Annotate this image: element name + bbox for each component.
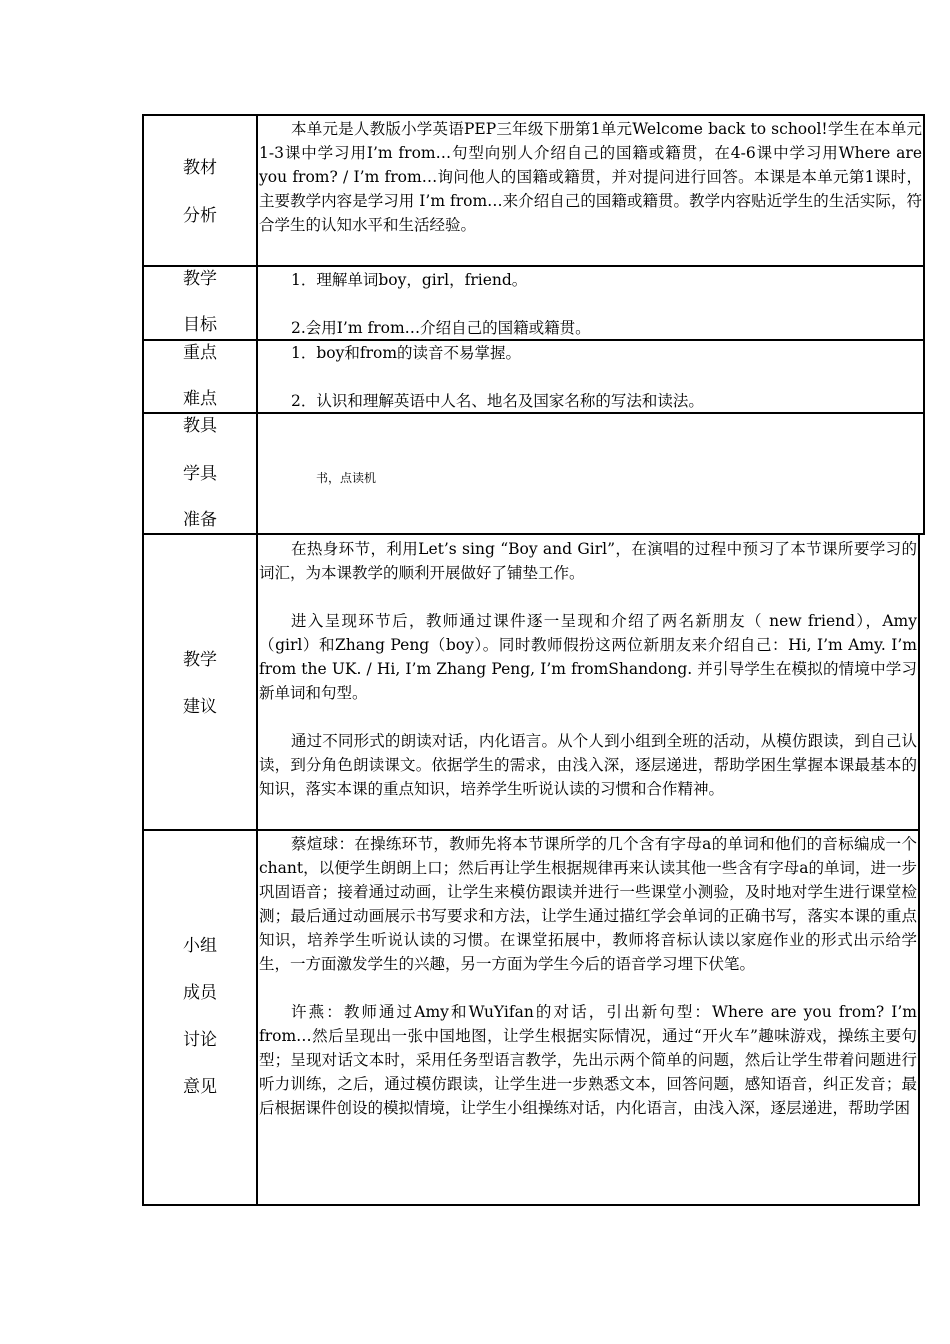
label-keypoints	[144, 341, 256, 412]
suggestion-paragraph-1: 在热身环节，利用Let’s sing “Boy and Girl”，在演唱的过程中预习了本节课所要学习的词汇，为本课教学的顺利开展做好了铺垫工作。	[259, 540, 917, 582]
label-goals-line2: 目标	[183, 315, 217, 335]
label-keypoints-line1: 重点	[183, 343, 217, 363]
suggestion-paragraph-2: 进入呈现环节后，教师通过课件逐一呈现和介绍了两名新朋友（ new friend），Amy（girl）和Zhang Peng（boy）。同时教师假扮这两位新朋友来介绍自己：Hi, I’m Amy. I’m from the UK. / Hi, I’m Zhang Peng, I’m fromShandong. 并引导学生在模拟的情境中学习新单词和句型。	[259, 612, 917, 702]
suggestion-paragraph-3: 通过不同形式的朗读对话，内化语言。从个人到小组到全班的活动，从模仿跟读，到自己认读，到分角色朗读课文。依据学生的需求，由浅入深，逐层递进，帮助学困生掌握本课最基本的知识，落实本课的重点知识，培养学生听说认读的习惯和合作精神。	[259, 732, 917, 798]
label-material	[144, 116, 256, 265]
label-discussion-line2: 成员	[183, 983, 217, 1003]
suggestion-text	[259, 537, 917, 801]
label-tools	[144, 414, 256, 533]
discussion-paragraph-2: 许燕：教师通过Amy和WuYifan的对话，引出新句型：Where are you from? I’m from…然后呈现出一张中国地图，让学生根据实际情况，通过“开火车”趣味游戏，操练主要句型；呈现对话文本时，采用任务型语言教学，先出示两个简单的问题，然后让学生带着问题进行听力训练，之后，通过模仿跟读，让学生进一步熟悉文本，回答问题，感知语音，纠正发音；最后根据课件创设的模拟情境，让学生小组操练对话，内化语言，由浅入深，逐层递进，帮助学困	[259, 1003, 917, 1117]
table-border-right-upper	[923, 114, 925, 534]
tools-value: 书，点读机	[316, 471, 377, 485]
table-border-right-lower	[918, 534, 920, 1206]
table-border-bottom	[142, 1204, 920, 1206]
goals-list	[259, 268, 922, 340]
label-discussion-line4: 意见	[183, 1077, 217, 1097]
discussion-text	[259, 832, 917, 1204]
keypoint-item-2: 2．认识和理解英语中人名、地名及国家名称的写法和读法。	[291, 392, 704, 410]
label-tools-line2: 学具	[183, 464, 217, 484]
label-tools-line3: 准备	[183, 510, 217, 530]
table-divider-column	[256, 114, 258, 1206]
label-discussion	[144, 831, 256, 1204]
material-analysis-text	[259, 117, 922, 237]
material-paragraph: 本单元是人教版小学英语PEP三年级下册第1单元Welcome back to school!学生在本单元1-3课中学习用I’m from…句型向别人介绍自己的国籍或籍贯，在4-6课中学习用Where are you from? / I’m from…询问他人的国籍或籍贯，并对提问进行回答。本课是本单元第1课时，主要教学内容是学习用 I’m from…来介绍自己的国籍或籍贯。教学内容贴近学生的生活实际，符合学生的认知水平和生活经验。	[259, 120, 922, 234]
row-divider-1	[142, 265, 925, 267]
label-discussion-line1: 小组	[183, 936, 217, 956]
label-material-line1: 教材	[183, 158, 217, 178]
label-tools-line1: 教具	[183, 416, 217, 436]
keypoints-list	[259, 341, 922, 413]
goal-item-1: 1．理解单词boy，girl，friend。	[291, 271, 528, 289]
discussion-paragraph-1: 蔡煊球：在操练环节，教师先将本节课所学的几个含有字母a的单词和他们的音标编成一个chant，以便学生朗朗上口；然后再让学生根据规律再来认读其他一些含有字母a的单词，进一步巩固语音；接着通过动画，让学生来模仿跟读并进行一些课堂小测验，及时地对学生进行课堂检测；最后通过动画展示书写要求和方法，让学生通过描红学会单词的正确书写，落实本课的重点知识，培养学生听说认读的习惯。在课堂拓展中，教师将音标认读以家庭作业的形式出示给学生，一方面激发学生的兴趣，另一方面为学生今后的语音学习埋下伏笔。	[259, 835, 917, 973]
label-keypoints-line2: 难点	[183, 389, 217, 409]
keypoint-item-1: 1．boy和from的读音不易掌握。	[291, 344, 522, 362]
label-material-line2: 分析	[183, 206, 217, 226]
row-divider-4	[142, 533, 925, 535]
label-suggestion	[144, 535, 256, 829]
label-suggestion-line1: 教学	[183, 650, 217, 670]
label-discussion-line3: 讨论	[183, 1030, 217, 1050]
goal-item-2: 2.会用I’m from…介绍自己的国籍或籍贯。	[291, 319, 591, 337]
table-border-top	[142, 114, 925, 116]
label-suggestion-line2: 建议	[183, 697, 217, 717]
label-goals	[144, 267, 256, 339]
tools-text	[316, 466, 716, 490]
label-goals-line1: 教学	[183, 269, 217, 289]
row-divider-5	[142, 829, 920, 831]
